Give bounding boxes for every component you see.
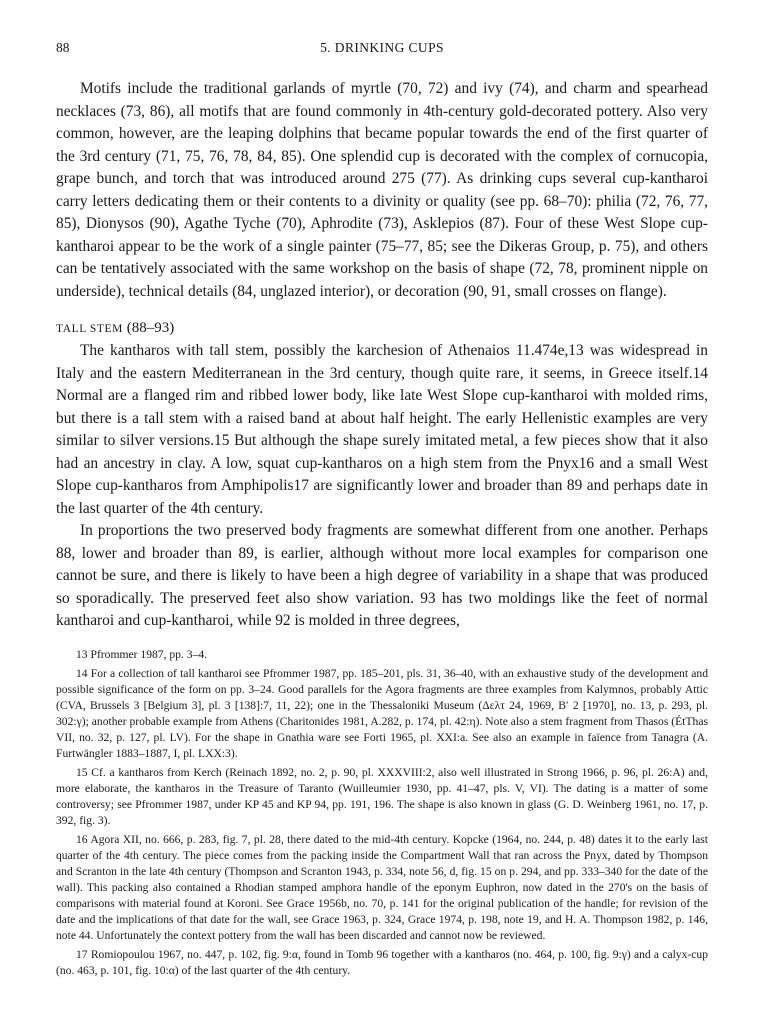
chapter-title: 5. DRINKING CUPS bbox=[320, 40, 444, 55]
page-number: 88 bbox=[56, 40, 70, 55]
paragraph-motifs: Motifs include the traditional garlands of myrtle (70, 72) and ivy (74), and charm and spearhead necklaces (73, 86), all motifs that are found commonly in 4th-century gold-decorated pottery. Also very common, however, are the leaping dolphins that became popular towards the end of the first quarter of the 3rd century (71, 75, 76, 78, 84, 85). One splendid cup is decorated with the complex of cornucopia, grape bunch, and torch that was introduced around 275 (77). As drinking cups several cup-kantharoi carry letters dedicating them or their contents to a divinity or quality (see pp. 68–70): philia (72, 76, 77, 85), Dionysos (90), Agathe Tyche (70), Aphrodite (73), Asklepios (87). Four of these West Slope cup-kantharoi appear to be the work of a single painter (75–77, 85; see the Dikeras Group, p. 75), and others can be tentatively associated with the same workshop on the basis of shape (72, 78, prominent nipple on underside), technical details (84, unglazed interior), or decoration (90, 91, small crosses on flange). bbox=[56, 80, 708, 300]
footnote-14: 14 For a collection of tall kantharoi see Pfrommer 1987, pp. 185–201, pls. 31, 36–40, with an exhaustive study of the development and possible significance of the form on pp. 3–24. Good parallels for the Agora fragments are three examples from Kalymnos, probably Attic (CVA, Brussels 3 [Belgium 3], pl. 3 [138]:7, 11, 22); one in the Thessaloniki Museum (Δελτ 24, 1969, B′ 2 [1970], no. 13, p. 293, pl. 302:γ); another probable example from Athens (Charitonides 1981, A.282, p. 174, pl. 42:η). Note also a stem fragment from Thasos (ÉtThas VII, no. 32, p. 127, pl. LV). For the shape in Gnathia ware see Forti 1965, pl. XXI:a. See also an example in faïence from Tanagra (A. Furtwängler 1883–1887, I, pl. LXX:3). bbox=[56, 666, 708, 760]
footnote-16: 16 Agora XII, no. 666, p. 283, fig. 7, pl. 28, there dated to the mid-4th century. Kopcke (1964, no. 244, p. 48) dates it to the early last quarter of the 4th century. The piece comes from the packing inside the Compartment Wall that ran across the Pnyx, dated by Thompson and Scranton in the late 4th century (Thompson and Scranton 1943, p. 334, note 56, d, fig. 15 on p. 294, and pp. 333–340 for the date of the wall). This packing also contained a Rhodian stamped amphora handle of the eponym Euphron, now dated in the 270's on the basis of comparisons with material found at Koroni. See Grace 1956b, no. 70, p. 141 for the original publication of the handle; for revision of the date and the implications of that date for the wall, see Grace 1963, p. 324, Grace 1974, p. 198, note 19, and H. A. Thompson 1982, p. 146, note 44. Unfortunately the context pottery from the wall has been discarded and cannot now be reviewed. bbox=[56, 832, 708, 942]
footnote-13: 13 Pfrommer 1987, pp. 3–4. bbox=[76, 647, 208, 661]
paragraph-proportions: In proportions the two preserved body fragments are somewhat different from one another. Perhaps 88, lower and broader than 89, is earlier, although without more local examples for comparison one cannot be sure, and there is likely to have been a high degree of variability in a shape that was produced so sporadically. The preserved feet also show variation. 93 has two moldings like the feet of normal kantharoi and cup-kantharoi, while 92 is molded in three degrees, bbox=[56, 522, 708, 629]
section-heading-tall-stem bbox=[56, 317, 708, 340]
section-heading-range: (88–93) bbox=[126, 320, 175, 336]
paragraph-tall-stem: The kantharos with tall stem, possibly the karchesion of Athenaios 11.474e,13 was widespread in Italy and the eastern Mediterranean in the 3rd century, though quite rare, it seems, in Greece itself.14 Normal are a flanged rim and ribbed lower body, like late West Slope cup-kantharoi with molded rims, but there is a tall stem with a raised band at about half height. The early Hellenistic examples are very similar to silver versions.15 But although the shape surely imitated metal, a few pieces show that it also had an ancestry in clay. A low, squat cup-kantharos on a high stem from the Pnyx16 and a small West Slope cup-kantharos from Amphipolis17 are significantly lower and broader than 89 and perhaps date in the last quarter of the 4th century. bbox=[56, 342, 708, 517]
body-text bbox=[56, 78, 708, 633]
document-page bbox=[56, 40, 708, 982]
footnote-17: 17 Romiopoulou 1967, no. 447, p. 102, fig. 9:α, found in Tomb 96 together with a kantharos (no. 464, p. 100, fig. 9:γ) and a calyx-cup (no. 463, p. 101, fig. 10:α) of the last quarter of the 4th century. bbox=[56, 947, 708, 977]
footnote-15: 15 Cf. a kantharos from Kerch (Reinach 1892, no. 2, p. 90, pl. XXXVIII:2, also well illustrated in Strong 1966, p. 96, pl. 26:A) and, more elaborate, the kantharos in the Treasure of Taranto (Wuilleumier 1930, pp. 41–47, pls. V, VI). The dating is a matter of some controversy; see Pfrommer 1987, under KP 45 and KP 94, pp. 191, 196. The shape is also known in glass (G. D. Weinberg 1961, no. 17, p. 392, fig. 3). bbox=[56, 765, 708, 827]
footnotes bbox=[56, 647, 708, 979]
running-head bbox=[56, 40, 708, 62]
section-heading-label: TALL STEM bbox=[56, 323, 123, 335]
